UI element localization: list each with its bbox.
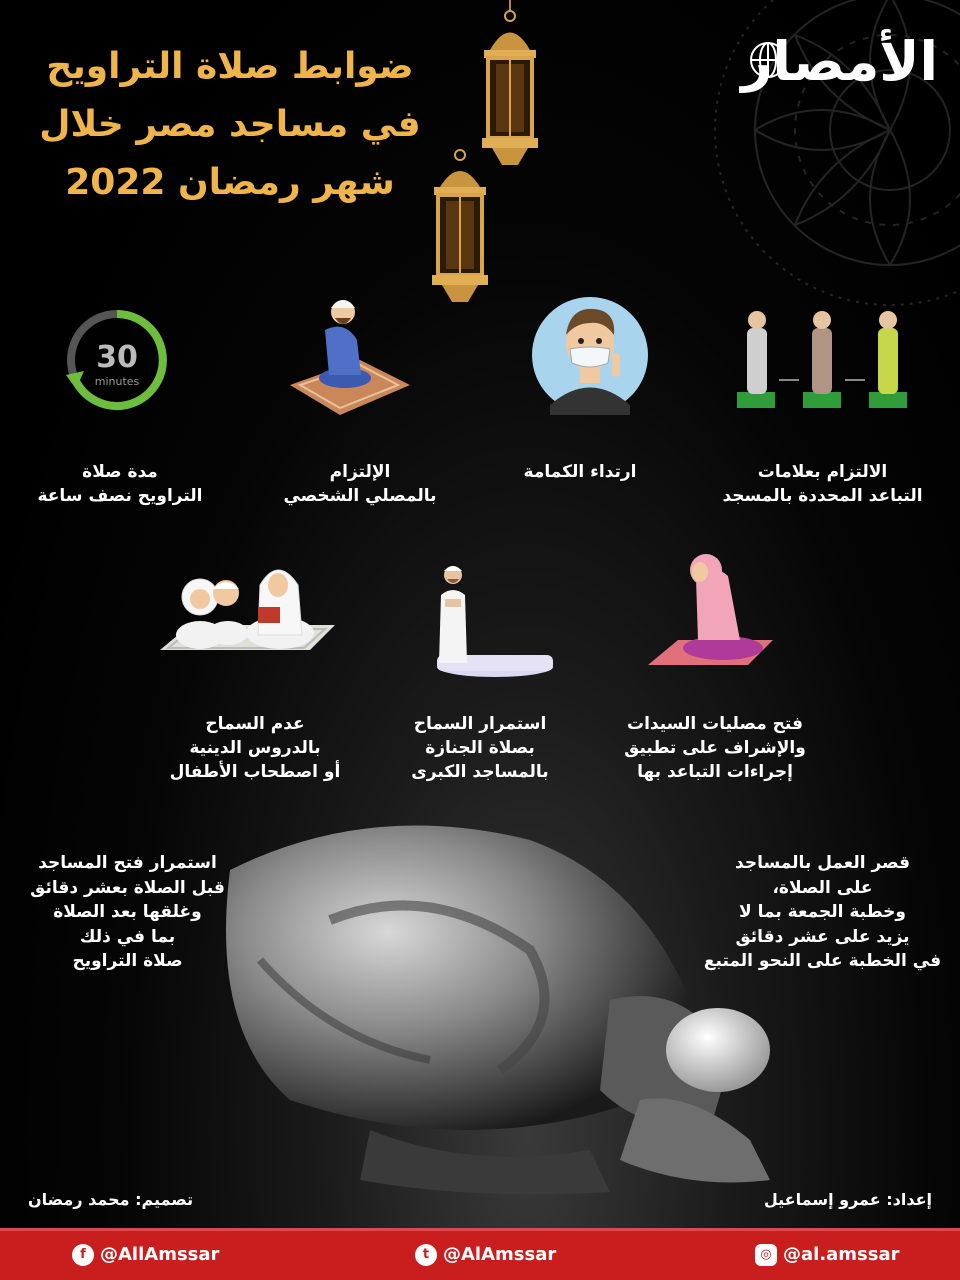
rule-no-lessons-children: عدم السماح بالدروس الدينية أو اصطحاب الأطفال xyxy=(169,714,341,782)
title-line-3: شهر رمضان 2022 xyxy=(65,162,395,203)
title-line-2: في مساجد مصر خلال xyxy=(39,104,421,145)
rule-personal-prayer-mat: الإلتزام بالمصلي الشخصي xyxy=(283,462,437,506)
rule-tarawih-duration: مدة صلاة التراويح نصف ساعة xyxy=(37,462,203,506)
lantern-icon xyxy=(420,145,500,310)
instagram-link[interactable]: ◎ @al.amssar xyxy=(755,1242,900,1268)
rule-distancing-marks: الالتزام بعلامات التباعد المحددة بالمسجد xyxy=(722,462,923,506)
rule-women-prayer-halls: فتح مصليات السيدات والإشراف على تطبيق إجراءات التباعد بها xyxy=(624,714,806,782)
facebook-link[interactable]: f @AllAmssar xyxy=(72,1242,219,1268)
facebook-icon: f xyxy=(72,1244,94,1266)
timer-icon xyxy=(62,305,172,415)
face-mask-icon xyxy=(530,295,650,415)
children-reading-icon xyxy=(160,555,335,670)
rule-funeral-prayer: استمرار السماح بصلاة الجنازة بالمساجد الكبرى xyxy=(411,714,549,782)
woman-praying-icon xyxy=(648,540,778,675)
rule-wear-mask: ارتداء الكمامة xyxy=(523,462,637,482)
page-title xyxy=(20,38,440,212)
timer-number: 30 xyxy=(96,340,138,375)
twitter-link[interactable]: t @AlAmssar xyxy=(415,1242,556,1268)
imam-standing-icon xyxy=(425,555,555,680)
rule-friday-sermon: قصر العمل بالمساجد على الصلاة، وخطبة الجمعة بما لا يزيد على عشر دقائق في الخطبة على النحو المتبع xyxy=(703,853,942,971)
distancing-icon xyxy=(735,300,910,415)
social-footer xyxy=(0,1228,960,1280)
twitter-icon: t xyxy=(415,1244,437,1266)
rule-mosque-opening-hours: استمرار فتح المساجد قبل الصلاة بعشر دقائق وغلقها بعد الصلاة بما في ذلك صلاة التراويح xyxy=(30,853,225,971)
credit-prepared-by: إعداد: عمرو إسماعيل xyxy=(763,1190,932,1209)
timer-unit: minutes xyxy=(94,375,140,388)
instagram-icon: ◎ xyxy=(755,1244,777,1266)
credit-designed-by: تصميم: محمد رمضان xyxy=(28,1190,194,1209)
brand-logo xyxy=(738,22,938,102)
logo-text: الأمصار xyxy=(741,30,938,93)
title-line-1: ضوابط صلاة التراويح xyxy=(46,46,414,87)
prayer-mat-icon xyxy=(285,290,415,420)
